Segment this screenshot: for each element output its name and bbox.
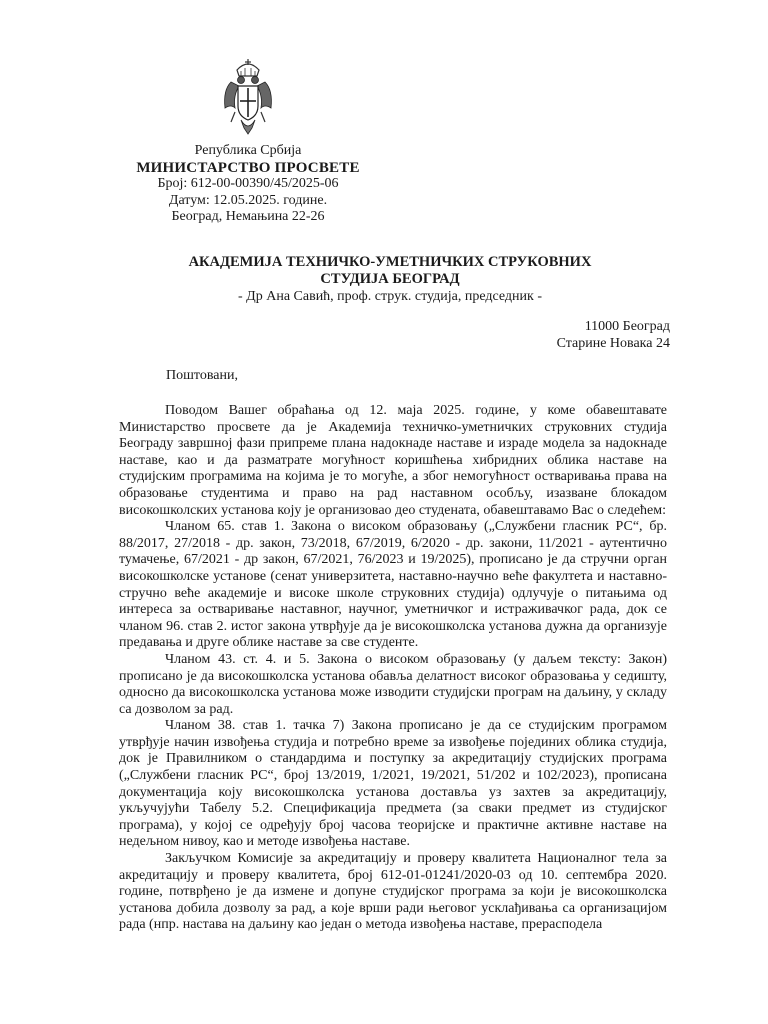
coat-of-arms-icon (219, 56, 277, 138)
institution-name-line2: СТУДИЈА БЕОГРАД (320, 271, 460, 287)
country-name: Република Србија (194, 143, 302, 158)
document-number: Број: 612-00-00390/45/2025-06 (157, 176, 339, 191)
addressee-street: Старине Новака 24 (556, 336, 670, 351)
salutation: Поштовани, (166, 368, 238, 383)
addressee-person: - Др Ана Савић, проф. струк. студија, председник - (238, 289, 542, 304)
addressee-city: 11000 Београд (584, 319, 670, 334)
paragraph: Закључком Комисије за акредитацију и проверу квалитета Националног тела за акредитацију и проверу квалитета, број 612-01-01241/2020-03 од 10. септембра 2020. године, потврђено је да измене и допуне студијског програма за који је високошколска установа добила дозволу за рад, а које врши ради његовог усклађивања са организацијом рада (нпр. настава на даљину као један о метода извођења наставе, прерасподела (119, 851, 667, 933)
addressee-block (150, 254, 630, 305)
paragraph: Чланом 43. ст. 4. и 5. Закона о високом образовању (у даљем тексту: Закон) прописано је да високошколска установа обавља делатност високог образовања у седишту, односно да високошколска установа може изводити студијски програм на даљину, у складу са дозволом за рад. (119, 651, 667, 717)
letter-body (119, 403, 667, 934)
addressee-address (557, 318, 670, 352)
document-date: Датум: 12.05.2025. године. (168, 192, 328, 208)
paragraph: Чланом 65. став 1. Закона о високом образовању („Службени гласник РС“, бр. 88/2017, 27/2018 - др. закон, 73/2018, 67/2019, 6/2020 - др. закони, 11/2021 - аутентично тумачење, 67/2021 - др закон, 67/2021, 76/2023 и 19/2025), прописано је да стручни орган високошколске установе (сенат универзитета, наставно-научно веће факултета и наставно-стручно веће академије и високе школе струковних студија) одлучује о питањима од интереса за остваривање наставног, научног, уметничког и истраживачког рада, док се чланом 96. став 2. истог закона утврђује да је високошколска установа дужна да организује предавања и друге облике наставе за све студенте. (119, 519, 667, 651)
ministry-address: Београд, Немањина 22-26 (171, 209, 325, 224)
ministry-header (118, 143, 378, 226)
paragraph: Поводом Вашег обраћања од 12. маја 2025. године, у коме обавештавате Министарство просвете да је Академија техничко-уметничких струковних студија Београду завршној фази припреме плана надокнаде наставе и израде модела за надокнаде наставе, као и да разматрате могућност коришћења хибридних облика наставе на студијским програмима на којима је то могуће, а због немогућност остваривања права на образовање студентима и право на рад наставном особљу, изазване блокадом високошколских установа коју је организовао део студената, обавештавамо Вас о следећем: (119, 403, 667, 518)
paragraph: Чланом 38. став 1. тачка 7) Закона прописано је да се студијским програмом утврђује начин извођења студија и потребно време за извођење појединих облика студија, док је Правилником о стандардима и поступку за акредитацију студијских програма („Службени гласник РС“, број 13/2019, 1/2021, 19/2021, 51/202 и 102/2023), прописана документација коју високошколска установа доставља уз захтев за акредитацију, укључујући Табелу 5.2. Спецификација предмета (за сваки предмет из студијског програма), у којој се одређују број часова теоријске и практичне активне наставе на недељном нивоу, као и методе извођења наставе. (119, 718, 667, 850)
institution-name-line1: АКАДЕМИЈА ТЕХНИЧКО-УМЕТНИЧКИХ СТРУКОВНИХ (188, 254, 592, 270)
ministry-name: МИНИСТАРСТВО ПРОСВЕТЕ (136, 159, 360, 176)
